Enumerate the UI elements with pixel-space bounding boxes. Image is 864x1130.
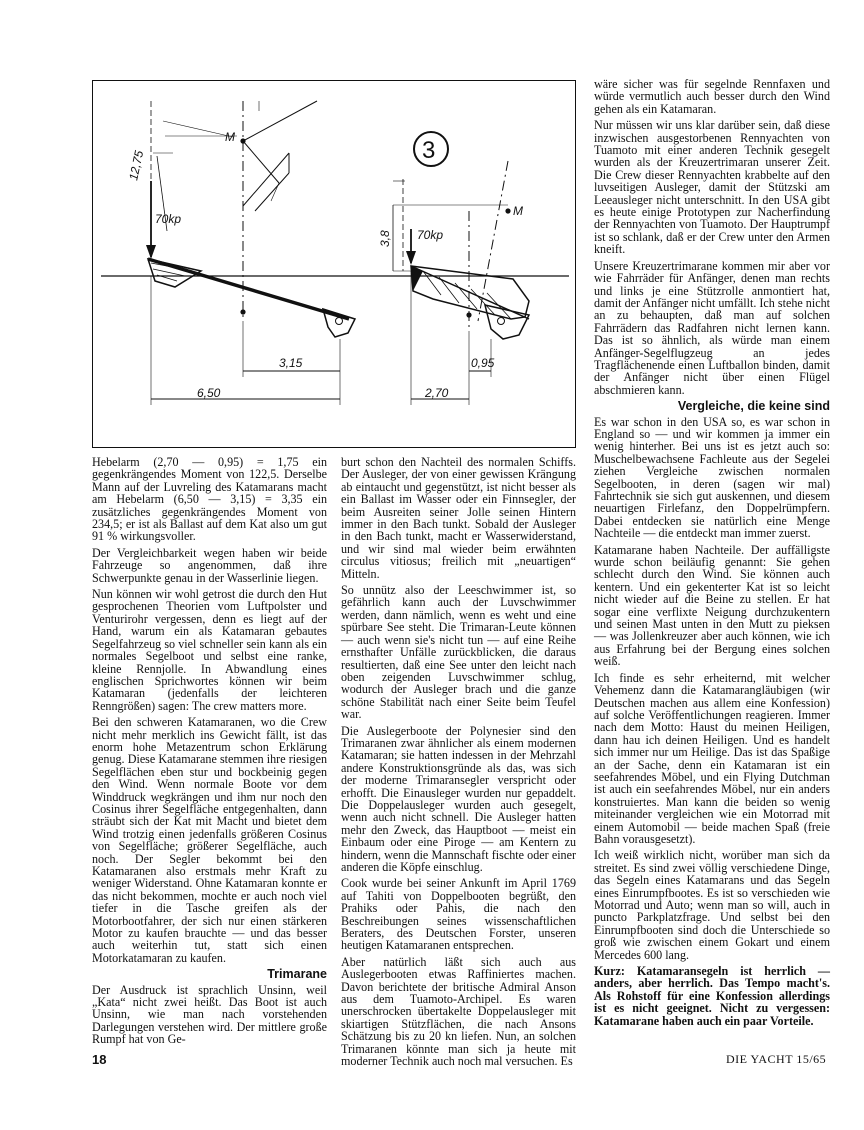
column-2	[341, 456, 576, 1072]
catamaran-section	[146, 101, 355, 405]
section-heading-vergleiche: Vergleiche, die keine sind	[677, 399, 830, 414]
lever-dimension-right-inner: 0,95	[471, 356, 495, 370]
publication-issue: DIE YACHT 15/65	[726, 1052, 827, 1066]
metacenter-label-right: M	[513, 204, 523, 218]
stability-diagram	[92, 80, 576, 448]
paragraph: Der Ausdruck ist sprachlich Unsinn, weil „Kata“ nicht zwei heißt. Das Boot ist auch Unsinn, wie man nach vorstehenden Darlegungen verstehen wird. Der mittlere große Rumpf hat von Ge-	[92, 982, 327, 1047]
paragraph: Hebelarm (2,70 — 0,95) = 1,75 ein gegenkrängendes Moment von 122,5. Derselbe Mann auf der Luvreling des Katamarans macht am Hebelarm (6,50 — 3,15) = 3,35 ein zusätzliches gegenkrängendes Moment von 234,5; er ist als Ballast auf dem Kat also um gut 91 % wirkungsvoller.	[92, 455, 327, 544]
stability-diagram-svg	[93, 81, 577, 449]
height-dimension-right: 3,8	[378, 230, 392, 247]
force-label-right: 70kp	[417, 228, 444, 242]
column-1	[92, 456, 327, 1050]
paragraph: burt schon den Nachteil des normalen Schiffs. Der Ausleger, der von einer gewissen Krängung ab eintaucht und gegenstützt, ist nicht besser als ein Ballast im Wasser oder ein Finnsegler, der beim Ausreiten seiner Jolle seinen Hintern immer in den Bach tunkt. Sobald der Ausleger in den Bach tunkt, macht er Wasserwiderstand, und wir sind mal wieder beim erwähnten circulus vitiosus; freilich mit „neuartigen“ Mitteln.	[341, 455, 576, 581]
summary-paragraph: Kurz: Katamaransegeln ist herrlich — anders, aber herrlich. Das Tempo macht's. Als Rohstoff für eine Konfession allerdings ist es nicht geeignet. Nicht zu vergessen: Katamarane haben auch ein paar Vorteile.	[594, 964, 830, 1028]
paragraph: Die Auslegerboote der Polynesier sind den Trimaranen zwar ähnlicher als einem modernen Katamaran; sie hatten indessen in der Mehrzahl andere Konstruktionsgründe als das, was sich der moderne Trimaransegler verspricht oder erhofft. Die Einausleger wurden nur gepaddelt. Die Doppelausleger wurden auch gesegelt, wenn auch nicht schnell. Die Ausleger hatten mehr den Zweck, das Hauptboot — meist ein Einbaum oder eine Piroge — am Kentern zu hindern, wenn die Mannschaft fischte oder einer anderen die Köpfe einschlug.	[341, 723, 576, 874]
paragraph: wäre sicher was für segelnde Rennfaxen und würde vermutlich auch besser durch den Wind gehen als ein Katamaran.	[594, 77, 830, 116]
paragraph: Ich finde es sehr erheiternd, mit welcher Vehemenz dann die Katamarangläubigen (wir Deutschen machen aus allem eine Konfession) auf solche Veröffentlichungen reagieren. Immer nach dem Motto: Haust du meinen Heiligen, dann hau ich deinen Heiligen. Und es handelt sich immer nur um Heilige. Das ist das Spaßige an der Sache, denn ein Katamaran ist ein seefahrendes Möbel, und ein Flying Dutchman ist auch ein seefahrendes Möbel, nur ein anders konstruiertes. Man kann die beiden so wenig miteinander vergleichen wie ein Motorrad mit einem Automobil — beide machen Spaß (freie Bahn vorausgesetzt).	[594, 670, 830, 846]
trimaran-section	[393, 132, 529, 405]
catamaran-deck	[148, 259, 349, 319]
paragraph: Der Vergleichbarkeit wegen haben wir beide Fahrzeuge so angenommen, daß ihre Schwerpunkte genau in der Wasserlinie liegen.	[92, 545, 327, 585]
paragraph: Es war schon in den USA so, es war schon in England so — und wir kommen ja immer ein wenig hinterher. Bei uns ist es jetzt auch so: Muschelbewachsene Fachleute aus der Segelei ziehen Vergleiche zwischen normalen Segelbooten, in deren (sagen wir mal) Fahrtechnik sie sich gut auskennen, und diesem neuartigen Firlefanz, den Doppelrümpfern. Dabei entdecken sie natürlich eine Menge Nachteile — die entdeckt man immer zuerst.	[594, 414, 830, 541]
lever-dimension-right-outer: 2,70	[425, 386, 449, 400]
lever-dimension-left-inner: 3,15	[279, 356, 303, 370]
paragraph: Bei den schweren Katamaranen, wo die Crew nicht mehr merklich ins Gewicht fällt, ist das enorm hohe Metazentrum schon Erklärung genug. Diese Katamarane stemmen ihre riesigen Segelflächen eben stur und bockbeinig gegen den Wind. Wenn normale Boote vor dem Winddruck wegkrängen und ihm nur noch den Cosinus ihrer Segelfläche entgegenhalten, dann sträubt sich der Kat mit Macht und bietet dem Wind trotzig einen jedenfalls größeren Cosinus von Segelfläche; größerer Segelfläche, auch noch. Der Segler bekommt bei den Katamaranen also erstmals mehr Kraft zu weniger Widerstand. Ohne Katamaran konnte er das nicht bekommen, mochte er auch noch viel tiefer in die Tasche greifen als der Motorbootfahrer, der sich nur einen stärkeren Motor zu kaufen brauchte — und das besser auch weiterhin tut, statt sich einen Motorkatamaran zu kaufen.	[92, 715, 327, 965]
paragraph: So unnütz also der Leeschwimmer ist, so gefährlich kann auch der Luvschwimmer werden, dann nämlich, wenn es weht und eine spürbare See steht. Die Trimaran-Leute können — auch wenn sie's nicht tun — auf eine Reihe ernsthafter Unfälle zurückblicken, die daraus resultierten, daß eine See unter den leicht nach oben zeigenden Luvschwimmer schlug, wodurch der Ausleger brach und die ganze schöne Stabilität nach einer Seite beim Teufel war.	[341, 583, 576, 722]
page-number: 18	[92, 1052, 107, 1067]
section-heading-trimarane: Trimarane	[267, 967, 327, 982]
metacenter-label-left: M	[225, 130, 235, 144]
figure-number: 3	[422, 137, 436, 164]
force-label-left: 70kp	[155, 212, 182, 226]
paragraph: Nun können wir wohl getrost die durch den Hut gesprochenen Theorien vom Luftpolster und Venturirohr vergessen, denn es liegt auf der Hand, warum ein als Katamaran gebautes Segelfahrzeug so viel schneller sein kann als ein normales Segelboot und selbst eine ranke, kleine Rennjolle. In Abwandlung eines englischen Sprichwortes können wir beim Katamaran (jedenfalls der leichteren Renngrößen) sagen: The crew matters more.	[92, 587, 327, 713]
paragraph: Ich weiß wirklich nicht, worüber man sich da streitet. Es sind zwei völlig verschiedene Dinge, das Segeln eines Katamarans und das Segeln eines Einrumpfbootes. Es ist so verschieden wie Motorrad und Auto; wenn man so will, auch in puncto Parkplatzfrage. Und selbst bei den Einrumpfbooten sind doch die Unterschiede so groß wie zwischen einem Gokart und einem Mercedes 600 lang.	[594, 848, 830, 962]
height-dimension-left: 12,75	[126, 149, 147, 182]
lever-dimension-left-outer: 6,50	[197, 386, 221, 400]
paragraph: Cook wurde bei seiner Ankunft im April 1769 auf Tahiti von Doppelbooten begrüßt, den Prahiks oder Pahis, die nach den Beschreibungen seines wissenschaftlichen Beraters, des Deutschen Forster, unseren heutigen Katamaranen entsprechen.	[341, 876, 576, 953]
paragraph: Unsere Kreuzertrimarane kommen mir aber vor wie Fahrräder für Anfänger, denen man rechts und links je eine Stützrolle anmontiert hat, damit der Anfänger nicht umfällt. Ich stehe nicht an zu behaupten, daß man auf solchen Fahrrädern das Radfahren nicht lernen kann. Das ist so ähnlich, als würde man einem Anfänger-Segelflugzeug an jedes Tragflächenende einen Luftballon binden, damit der Anfänger nicht über einen Flügel abschmieren kann.	[594, 258, 830, 397]
paragraph: Katamarane haben Nachteile. Der auffälligste wurde schon beiläufig genannt: Sie gehen schlecht durch den Wind. Sie können auch kentern. Und ein gekenterter Kat ist so leicht nicht wieder auf die Beine zu stellen. Er hat sogar eine verflixte Neigung durchzukentern und seinen Mast unten in den Mutt zu pieksen — was Jollenkreuzer aber auch können, wie ich aus Erfahrung bei der Bergung eines solchen weiß.	[594, 542, 830, 669]
column-3	[594, 78, 830, 1031]
paragraph: Nur müssen wir uns klar darüber sein, daß diese inzwischen ausgestorbenen Rennyachten von Tuamoto mit einer anderen Technik gesegelt wurden als der Kreuzertrimaran unserer Zeit. Die Crew dieser Rennyachten krabbelte auf den luvseitigen Ausleger, damit der Stützski am Leeausleger nicht unterschnitt. In den USA gibt es heute einige Prototypen zur Nacherfindung der Rennyachten von Tuamoto. Der Hauptrumpf ist so schlank, daß er der Crew unter den Armen kneift.	[594, 118, 830, 257]
paragraph: Aber natürlich läßt sich auch aus Auslegerbooten etwas Raffiniertes machen. Davon berichtete der britische Admiral Anson aus dem Tuamoto-Archipel. Es waren unerschrocken übertakelte Doppelausleger mit skiartigen Stützflächen, die nach Ansons Schätzung bis zu 20 kn liefen. Nun, an solchen Trimaranen könnte man sich ja heute mit moderner Technik auch noch mal versuchen. Es	[341, 954, 576, 1069]
